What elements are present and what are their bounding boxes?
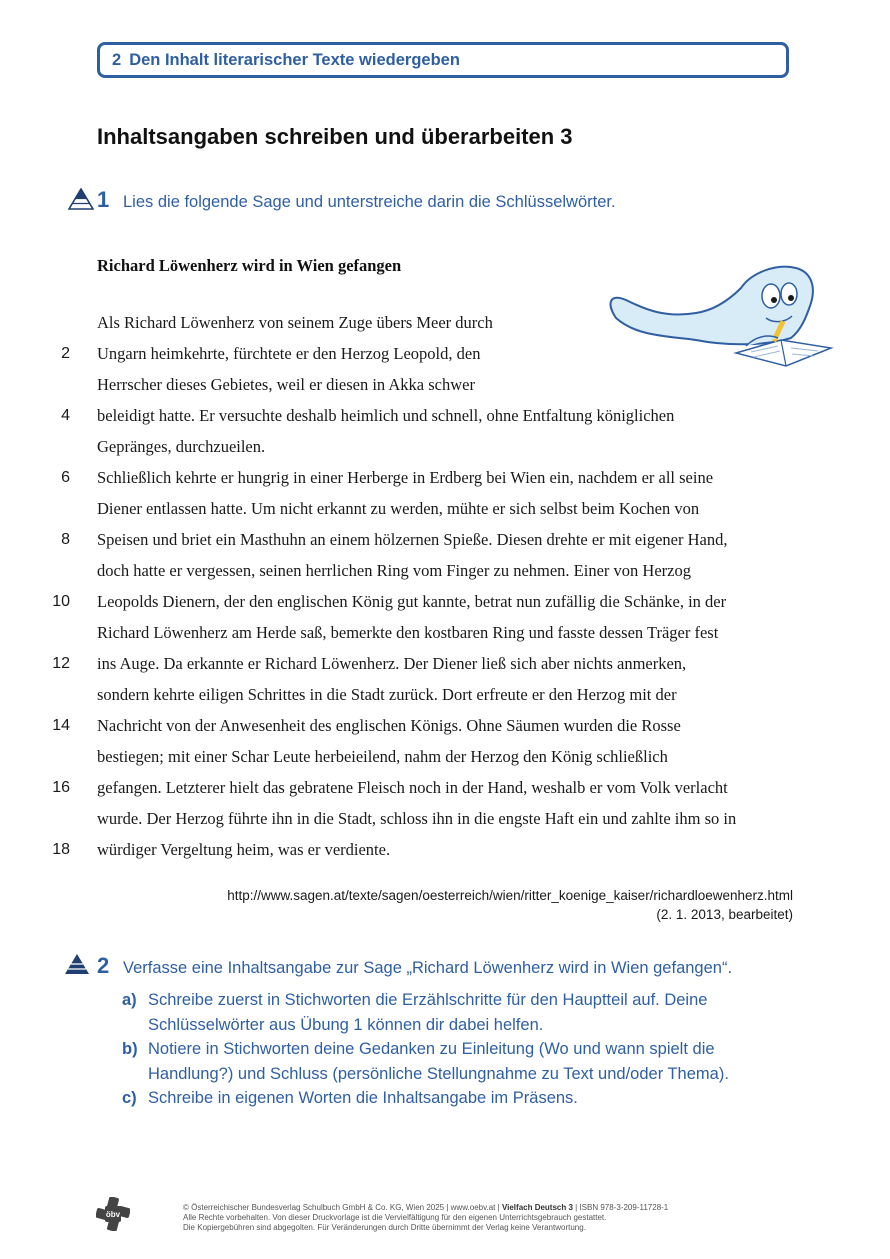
task-2-subtasks [122, 988, 812, 1111]
task-2-instruction: Verfasse eine Inhaltsangabe zur Sage „Richard Löwenherz wird in Wien gefangen“. [123, 959, 733, 977]
publisher-logo [96, 1197, 130, 1231]
subtask-c [122, 1086, 812, 1111]
line-number: 2 [61, 345, 70, 362]
level-triangle-filled-icon [64, 953, 90, 975]
line-number: 18 [52, 841, 70, 858]
task-2-number: 2 [97, 953, 110, 978]
footer-copyright [183, 1203, 803, 1233]
chapter-header [97, 42, 789, 78]
story-line: sondern kehrte eiligen Schrittes in die Stadt zurück. Dort erfreute er den Herzog mit der [97, 685, 677, 704]
line-number: 16 [52, 779, 70, 796]
story-line: Leopolds Dienern, der den englischen König gut kannte, betrat nun zufällig die Schänke, in der [97, 592, 727, 611]
subtask-label: b) [122, 1040, 138, 1058]
story-line: Diener entlassen hatte. Um nicht erkannt zu werden, mühte er sich selbst beim Kochen von [97, 499, 700, 518]
task-1-number: 1 [97, 187, 110, 212]
source-date: (2. 1. 2013, bearbeitet) [656, 907, 793, 922]
story-line: wurde. Der Herzog führte ihn in die Stadt, schloss ihn in die engste Haft ein und zahlte ihm so in [97, 809, 737, 828]
story-title: Richard Löwenherz wird in Wien gefangen [97, 256, 402, 275]
line-number: 12 [52, 655, 70, 672]
line-number-column [40, 340, 70, 898]
line-number: 8 [61, 531, 70, 548]
story-line: doch hatte er vergessen, seinen herrlichen Ring vom Finger zu nehmen. Einer von Herzog [97, 561, 691, 580]
line-number: 10 [52, 593, 70, 610]
story-line: Richard Löwenherz am Herde saß, bemerkte den kostbaren Ring und fasste dessen Träger fest [97, 623, 719, 642]
story-line: Herrscher dieses Gebietes, weil er diesen in Akka schwer [97, 375, 475, 394]
story-line: Gepränges, durchzueilen. [97, 437, 266, 456]
source-citation [227, 886, 793, 924]
story-line: ins Auge. Da erkannte er Richard Löwenherz. Der Diener ließ sich aber nichts anmerken, [97, 654, 687, 673]
footer-line-2: Alle Rechte vorbehalten. Von dieser Druckvorlage ist die Vervielfältigung für den eigenen Unterrichtsgebrauch gestattet. [183, 1213, 607, 1222]
subtask-text: Schreibe zuerst in Stichworten die Erzählschritte für den Hauptteil auf. Deine Schlüsselwörter aus Übung 1 können dir dabei helfen. [148, 991, 708, 1034]
footer-line-3: Die Kopiergebühren sind abgegolten. Für Veränderungen durch Dritte übernimmt der Verlag keine Verantwortung. [183, 1223, 586, 1232]
subtask-label: a) [122, 991, 137, 1009]
story-line: gefangen. Letzterer hielt das gebratene Fleisch noch in der Hand, weshalb er vom Volk verlacht [97, 778, 728, 797]
line-number: 4 [61, 407, 70, 424]
chapter-title: Den Inhalt literarischer Texte wiedergeben [129, 50, 460, 69]
task-1-instruction: Lies die folgende Sage und unterstreiche darin die Schlüsselwörter. [123, 193, 616, 211]
footer-line-1: © Österreichischer Bundesverlag Schulbuch GmbH & Co. KG, Wien 2025 | www.oebv.at | Vielfach Deutsch 3 | ISBN 978-3-209-11728-1 [183, 1203, 669, 1212]
subtask-label: c) [122, 1089, 137, 1107]
subtask-b [122, 1037, 812, 1086]
story-line: Schließlich kehrte er hungrig in einer Herberge in Erdberg bei Wien ein, nachdem er all seine [97, 468, 714, 487]
line-number: 14 [52, 717, 70, 734]
story-line: Nachricht von der Anwesenheit des englischen Königs. Ohne Säumen wurden die Rosse [97, 716, 681, 735]
subtask-text: Notiere in Stichworten deine Gedanken zu Einleitung (Wo und wann spielt die Handlung?) und Schluss (persönliche Stellungnahme zu Text und/oder Thema). [148, 1040, 729, 1083]
level-triangle-outline-icon [68, 188, 94, 210]
story-line: Speisen und briet ein Masthuhn an einem hölzernen Spieße. Diesen drehte er mit eigener Hand, [97, 530, 728, 549]
chapter-number: 2 [112, 50, 122, 69]
source-url: http://www.sagen.at/texte/sagen/oesterreich/wien/ritter_koenige_kaiser/richardloewenherz.html [227, 888, 793, 903]
page-title: Inhaltsangaben schreiben und überarbeiten 3 [97, 124, 573, 149]
story-line: bestiegen; mit einer Schar Leute herbeieilend, nahm der Herzog den König schließlich [97, 747, 668, 766]
story-text [97, 309, 797, 867]
line-number: 6 [61, 469, 70, 486]
story-line: beleidigt hatte. Er versuchte deshalb heimlich und schnell, ohne Entfaltung königlichen [97, 406, 675, 425]
subtask-a [122, 988, 812, 1037]
story-line: würdiger Vergeltung heim, was er verdiente. [97, 840, 391, 859]
subtask-text: Schreibe in eigenen Worten die Inhaltsangabe im Präsens. [148, 1089, 578, 1107]
story-line: Als Richard Löwenherz von seinem Zuge übers Meer durch [97, 313, 493, 332]
logo-text: öbv [105, 1210, 121, 1219]
story-line: Ungarn heimkehrte, fürchtete er den Herzog Leopold, den [97, 344, 481, 363]
